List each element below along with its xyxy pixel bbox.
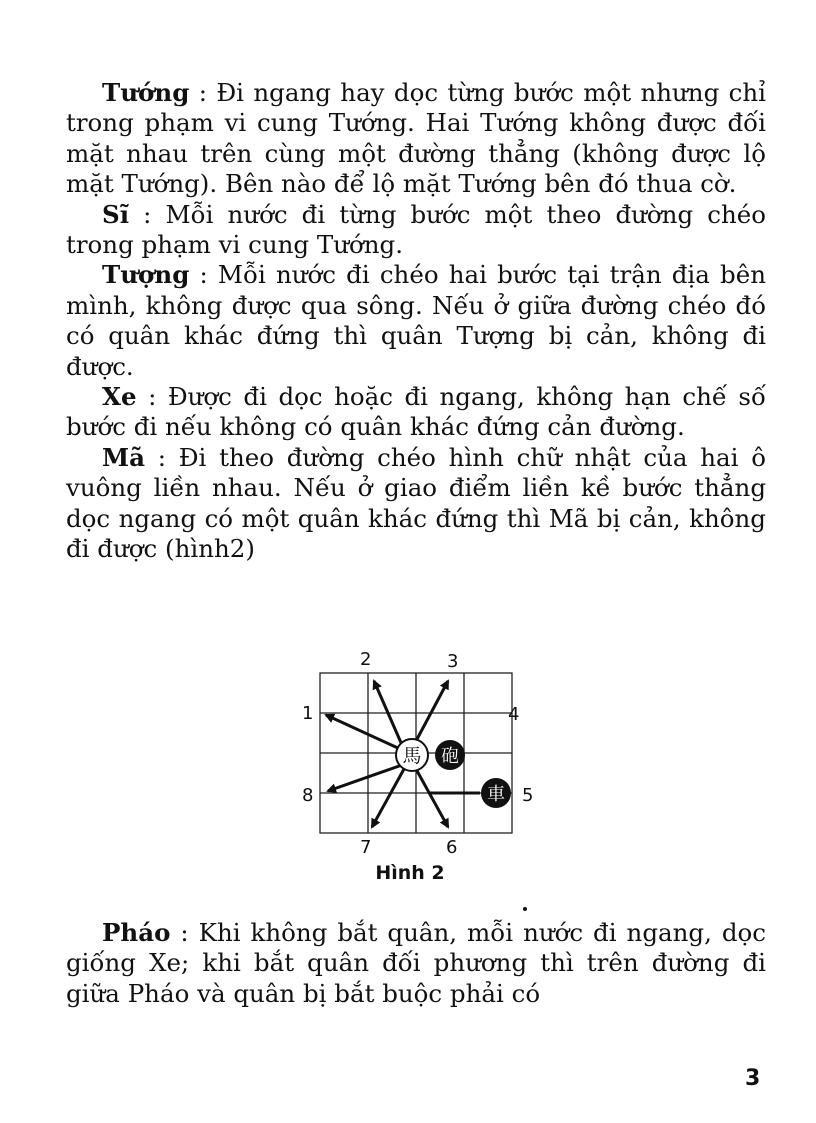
move-label-7: 7 xyxy=(360,837,372,858)
piece-phao-label: 砲 xyxy=(441,746,459,767)
move-label-2: 2 xyxy=(360,649,372,670)
move-label-1: 1 xyxy=(302,703,314,724)
term-tuong-elephant: Tượng xyxy=(102,260,190,290)
move-label-8: 8 xyxy=(302,785,314,806)
term-ma: Mã xyxy=(102,442,145,472)
paragraph-xe-text: : Được đi dọc hoặc đi ngang, không hạn chế số bước đi nếu không có quân khác đứng cản đường. xyxy=(66,382,766,442)
term-phao: Pháo xyxy=(102,918,171,947)
move-label-3: 3 xyxy=(447,651,459,672)
paragraph-phao-text: : Khi không bắt quân, mỗi nước đi ngang, dọc giống Xe; khi bắt quân đối phương thì trên đường đi giữa Pháo và quân bị bắt buộc phải có xyxy=(66,918,766,1008)
paragraph-tuong-elephant-text: : Mỗi nước đi chéo hai bước tại trận địa bên mình, không được qua sông. Nếu ở giữa đường chéo đó có quân khác đứng thì quân Tượng bị cản, không đi được. xyxy=(66,260,766,381)
stray-dot xyxy=(523,907,527,911)
term-si: Sĩ xyxy=(102,199,130,229)
rules-text-top xyxy=(66,78,766,565)
piece-xe-label: 車 xyxy=(487,784,505,805)
rules-text-bottom xyxy=(66,918,766,1009)
paragraph-tuong xyxy=(66,78,766,200)
move-label-4: 4 xyxy=(508,704,520,725)
piece-ma-label: 馬 xyxy=(402,745,422,767)
paragraph-xe xyxy=(66,382,766,443)
figure-caption: Hình 2 xyxy=(375,862,445,884)
move-label-6: 6 xyxy=(446,837,458,858)
piece-xe xyxy=(481,778,511,808)
paragraph-si-text: : Mỗi nước đi từng bước một theo đường chéo trong phạm vi cung Tướng. xyxy=(66,199,766,260)
move-label-5: 5 xyxy=(522,785,534,806)
paragraph-tuong-elephant xyxy=(66,260,766,382)
paragraph-si xyxy=(66,200,766,261)
paragraph-ma xyxy=(66,443,766,565)
term-tuong: Tướng xyxy=(102,78,190,107)
paragraph-tuong-text: : Đi ngang hay dọc từng bước một nhưng chỉ trong phạm vi cung Tướng. Hai Tướng không được đối mặt nhau trên cùng một đường thẳng (không được lộ mặt Tướng). Bên nào để lộ mặt Tướng bên đó thua cờ. xyxy=(66,78,766,199)
horse-move-diagram xyxy=(290,645,550,890)
piece-phao xyxy=(435,740,465,770)
horse-move-svg xyxy=(290,645,550,890)
page-number: 3 xyxy=(745,1066,761,1091)
term-xe: Xe xyxy=(102,382,137,412)
paragraph-phao xyxy=(66,918,766,1009)
piece-ma xyxy=(396,739,428,771)
paragraph-ma-text: : Đi theo đường chéo hình chữ nhật của hai ô vuông liền nhau. Nếu ở giao điểm liền kề bước thẳng dọc ngang có một quân khác đứng thì Mã bị cản, không đi được (hình2) xyxy=(66,442,766,564)
